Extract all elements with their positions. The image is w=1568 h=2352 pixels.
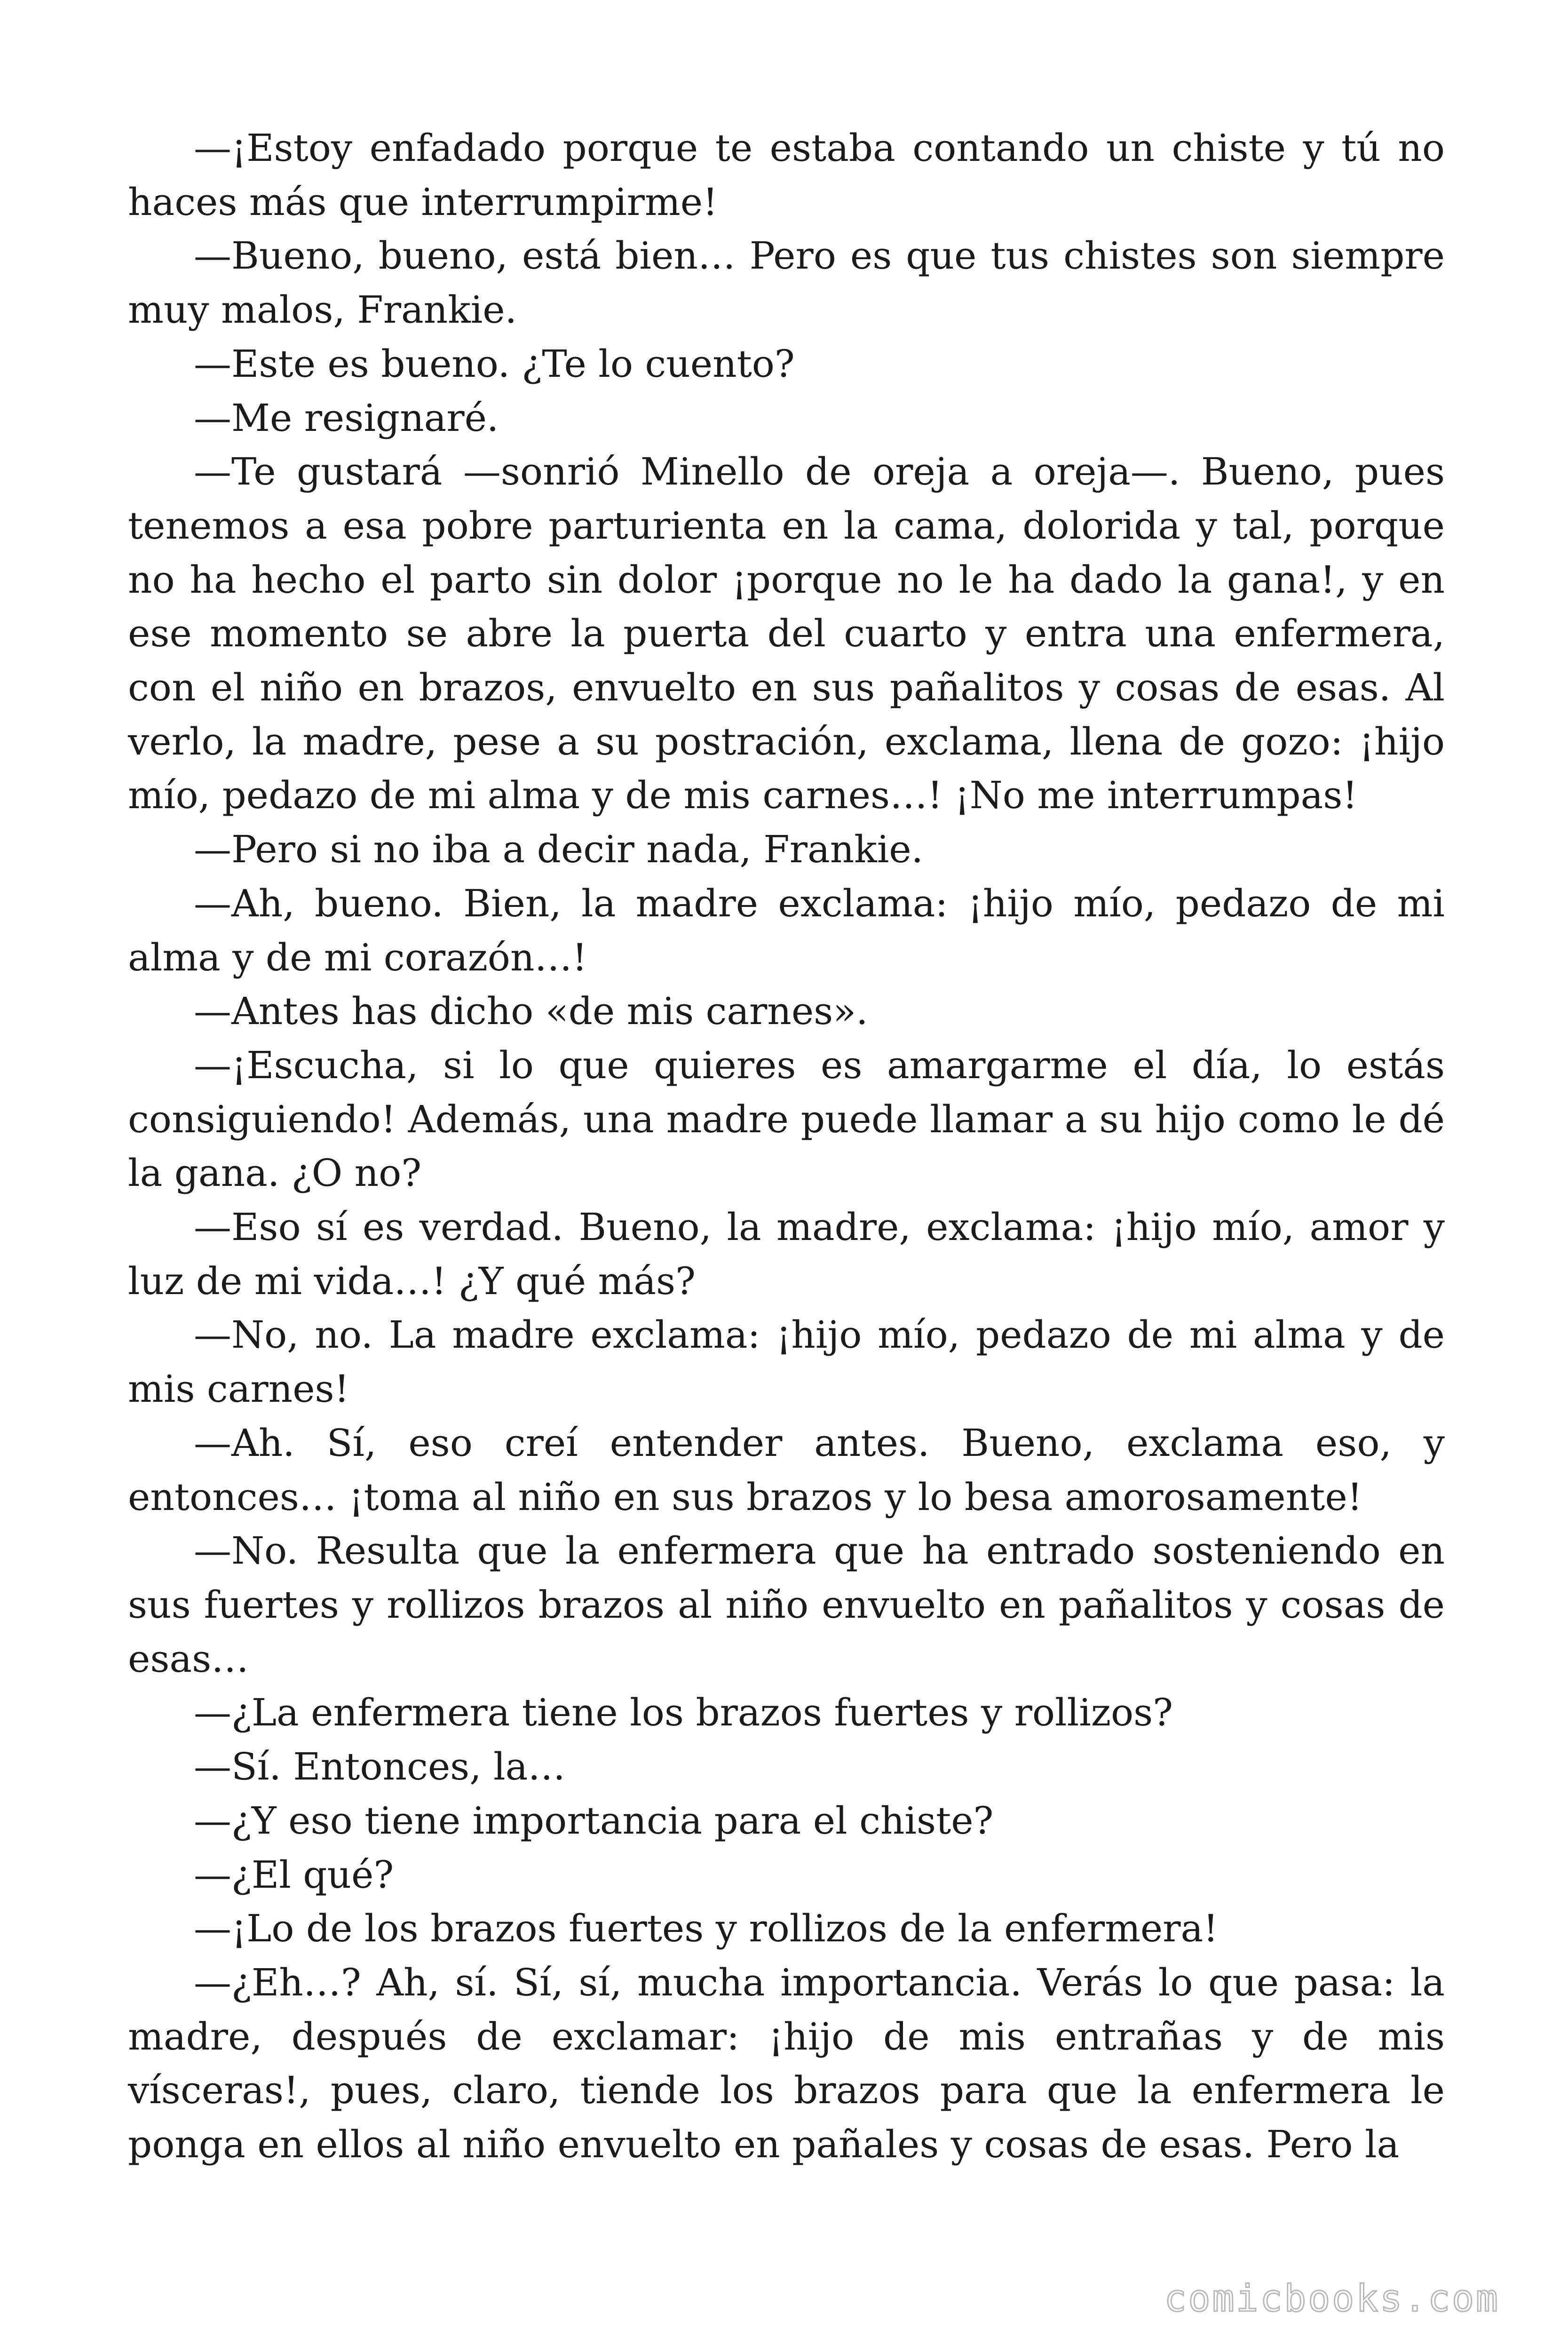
paragraph: —Sí. Entonces, la… — [194, 1745, 566, 1789]
paragraph: —Antes has dicho «de mis carnes». — [194, 989, 868, 1033]
paragraph: —Este es bueno. ¿Te lo cuento? — [194, 342, 795, 386]
paragraph: —¿La enfermera tiene los brazos fuertes y rollizos? — [194, 1691, 1173, 1735]
paragraph: —¡Escucha, si lo que quieres es amargarme el día, lo estás consiguiendo! Además, una madre puede llamar a su hijo como le dé la gana. ¿O no? — [128, 1043, 1445, 1195]
paragraph: —¡Lo de los brazos fuertes y rollizos de la enfermera! — [194, 1907, 1219, 1951]
paragraph: —No, no. La madre exclama: ¡hijo mío, pedazo de mi alma y de mis carnes! — [128, 1313, 1445, 1411]
paragraph: —Ah. Sí, eso creí entender antes. Bueno, exclama eso, y entonces… ¡toma al niño en sus brazos y lo besa amorosamente! — [128, 1421, 1445, 1519]
paragraph: —Te gustará —sonrió Minello de oreja a oreja—. Bueno, pues tenemos a esa pobre parturienta en la cama, dolorida y tal, porque no ha hecho el parto sin dolor ¡porque no le ha dado la gana!, y en ese momento se abre la puerta del cuarto y entra una enfermera, con el niño en brazos, envuelto en sus pañalitos y cosas de esas. Al verlo, la madre, pese a su postración, exclama, llena de gozo: ¡hijo mío, pedazo de mi alma y de mis carnes…! ¡No me interrumpas! — [128, 450, 1445, 818]
paragraph: —¿Y eso tiene importancia para el chiste? — [194, 1798, 994, 1843]
book-page-text — [128, 121, 1445, 2172]
paragraph: —¿Eh…? Ah, sí. Sí, sí, mucha importancia. Verás lo que pasa: la madre, después de exclamar: ¡hijo de mis entrañas y de mis vísceras!, pues, claro, tiende los brazos para que la enfermera le ponga en ellos al niño envuelto en pañales y cosas de esas. Pero la — [128, 1960, 1445, 2167]
watermark: comicbooks.com — [1164, 2278, 1500, 2320]
paragraph: —¿El qué? — [194, 1852, 394, 1897]
paragraph: —No. Resulta que la enfermera que ha entrado sosteniendo en sus fuertes y rollizos brazos al niño envuelto en pañalitos y cosas de esas… — [128, 1529, 1445, 1681]
paragraph: —Ah, bueno. Bien, la madre exclama: ¡hijo mío, pedazo de mi alma y de mi corazón…! — [128, 881, 1445, 979]
paragraph: —Pero si no iba a decir nada, Frankie. — [194, 827, 924, 872]
paragraph: —Me resignaré. — [194, 396, 499, 440]
paragraph: —Bueno, bueno, está bien… Pero es que tus chistes son siempre muy malos, Frankie. — [128, 234, 1445, 332]
paragraph: —Eso sí es verdad. Bueno, la madre, exclama: ¡hijo mío, amor y luz de mi vida…! ¿Y qué más? — [128, 1205, 1445, 1303]
paragraph: —¡Estoy enfadado porque te estaba contando un chiste y tú no haces más que interrumpirme! — [128, 126, 1445, 224]
